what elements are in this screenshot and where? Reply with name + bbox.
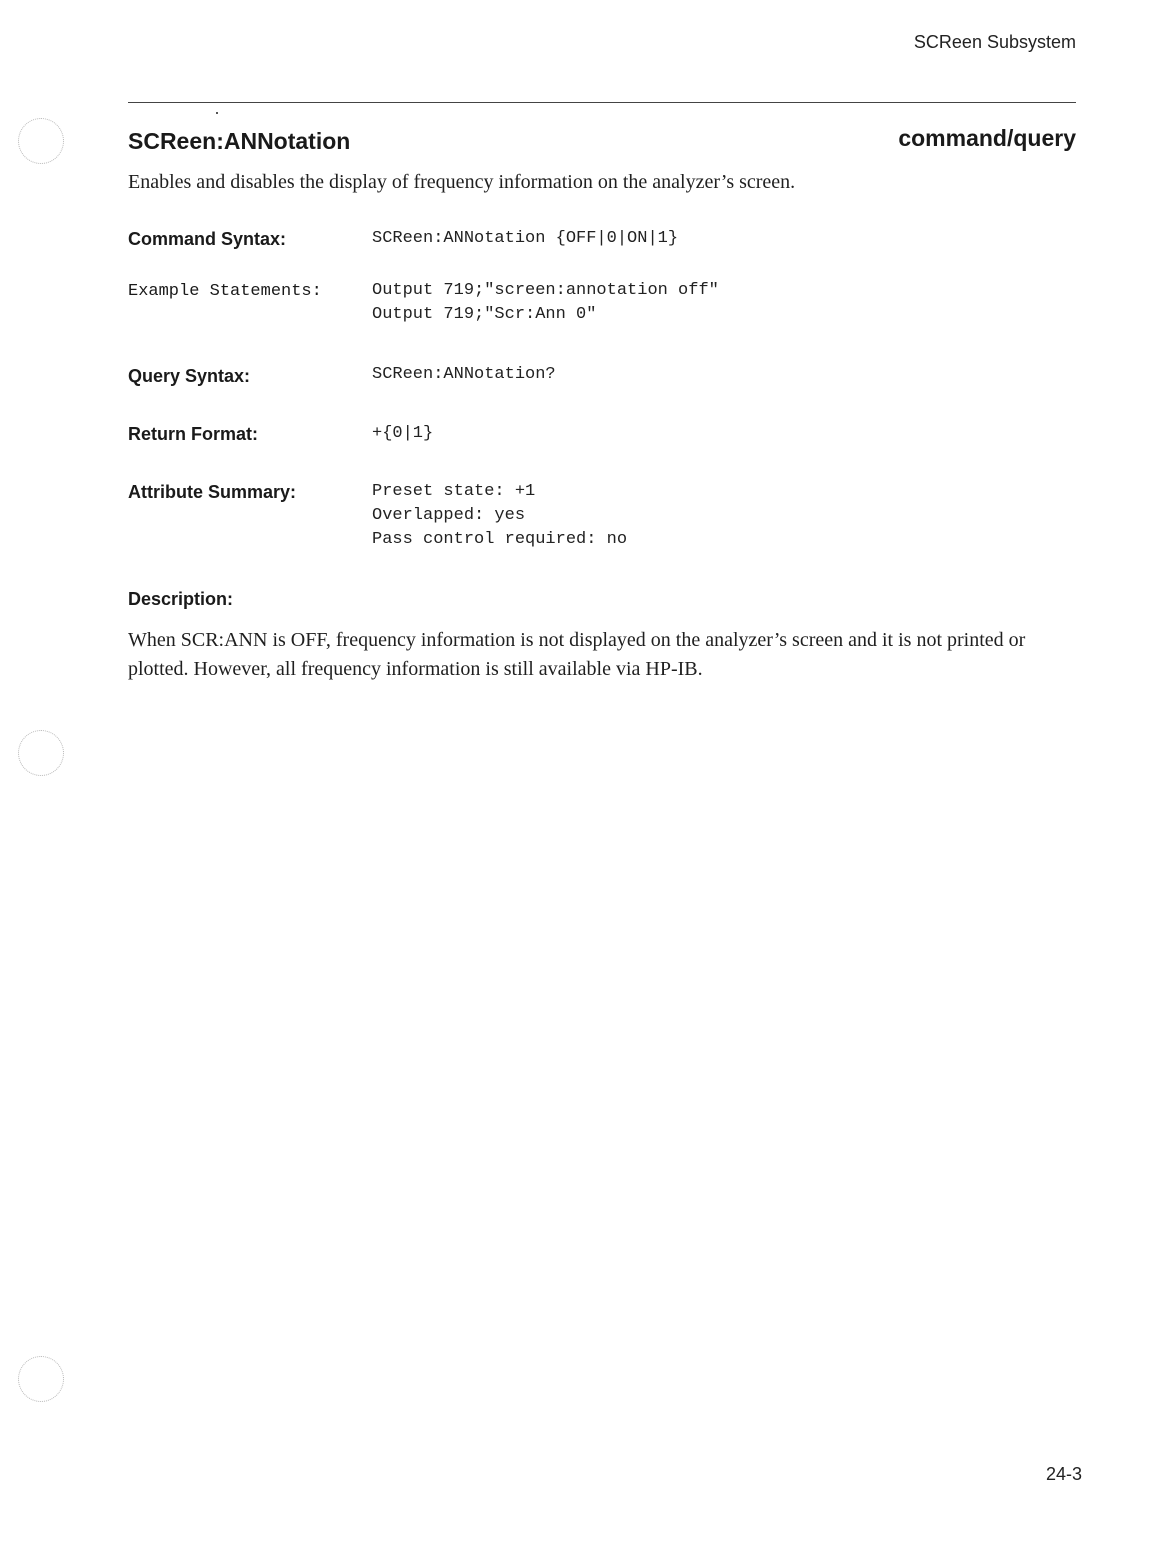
- command-syntax-label: Command Syntax:: [128, 229, 287, 249]
- page-number: 24-3: [1045, 1464, 1082, 1484]
- punch-hole-middle: [18, 730, 64, 776]
- example-statements-value: [372, 279, 719, 327]
- attribute-line: Overlapped: yes: [372, 506, 526, 525]
- intro-paragraph: Enables and disables the display of frequency information on the analyzer’s screen.: [128, 171, 796, 193]
- query-syntax-value: [372, 363, 556, 387]
- attribute-summary-label: Attribute Summary:: [128, 482, 297, 502]
- section-title: SCReen:ANNotation: [128, 128, 351, 154]
- attribute-line: Pass control required: no: [372, 530, 628, 549]
- command-syntax-value: [372, 227, 678, 251]
- example-statement-line: Output 719;"screen:annotation off": [372, 281, 719, 300]
- description-text: When SCR:ANN is OFF, frequency information is not displayed on the analyzer’s screen and it is not printed or plotted. However, all frequency information is still available via HP-IB.: [128, 629, 1026, 680]
- description-label: Description:: [128, 589, 234, 609]
- return-format-label: Return Format:: [128, 424, 258, 444]
- attribute-line: Preset state: +1: [372, 482, 536, 501]
- return-format-text: +{0|1}: [372, 424, 434, 443]
- query-syntax-label: Query Syntax:: [128, 366, 251, 386]
- running-header: SCReen Subsystem: [913, 32, 1076, 52]
- command-syntax-text: SCReen:ANNotation {OFF|0|ON|1}: [372, 229, 679, 248]
- example-statement-line: Output 719;"Scr:Ann 0": [372, 305, 597, 324]
- example-statements-label: Example Statements:: [128, 282, 322, 301]
- command-type-label: command/query: [898, 125, 1076, 151]
- return-format-value: [372, 422, 433, 446]
- header-rule: [128, 102, 1076, 103]
- attribute-summary-value: [372, 480, 627, 552]
- punch-hole-bottom: [18, 1356, 64, 1402]
- query-syntax-text: SCReen:ANNotation?: [372, 365, 556, 384]
- punch-hole-top: [18, 118, 64, 164]
- rule-mark: [216, 112, 218, 114]
